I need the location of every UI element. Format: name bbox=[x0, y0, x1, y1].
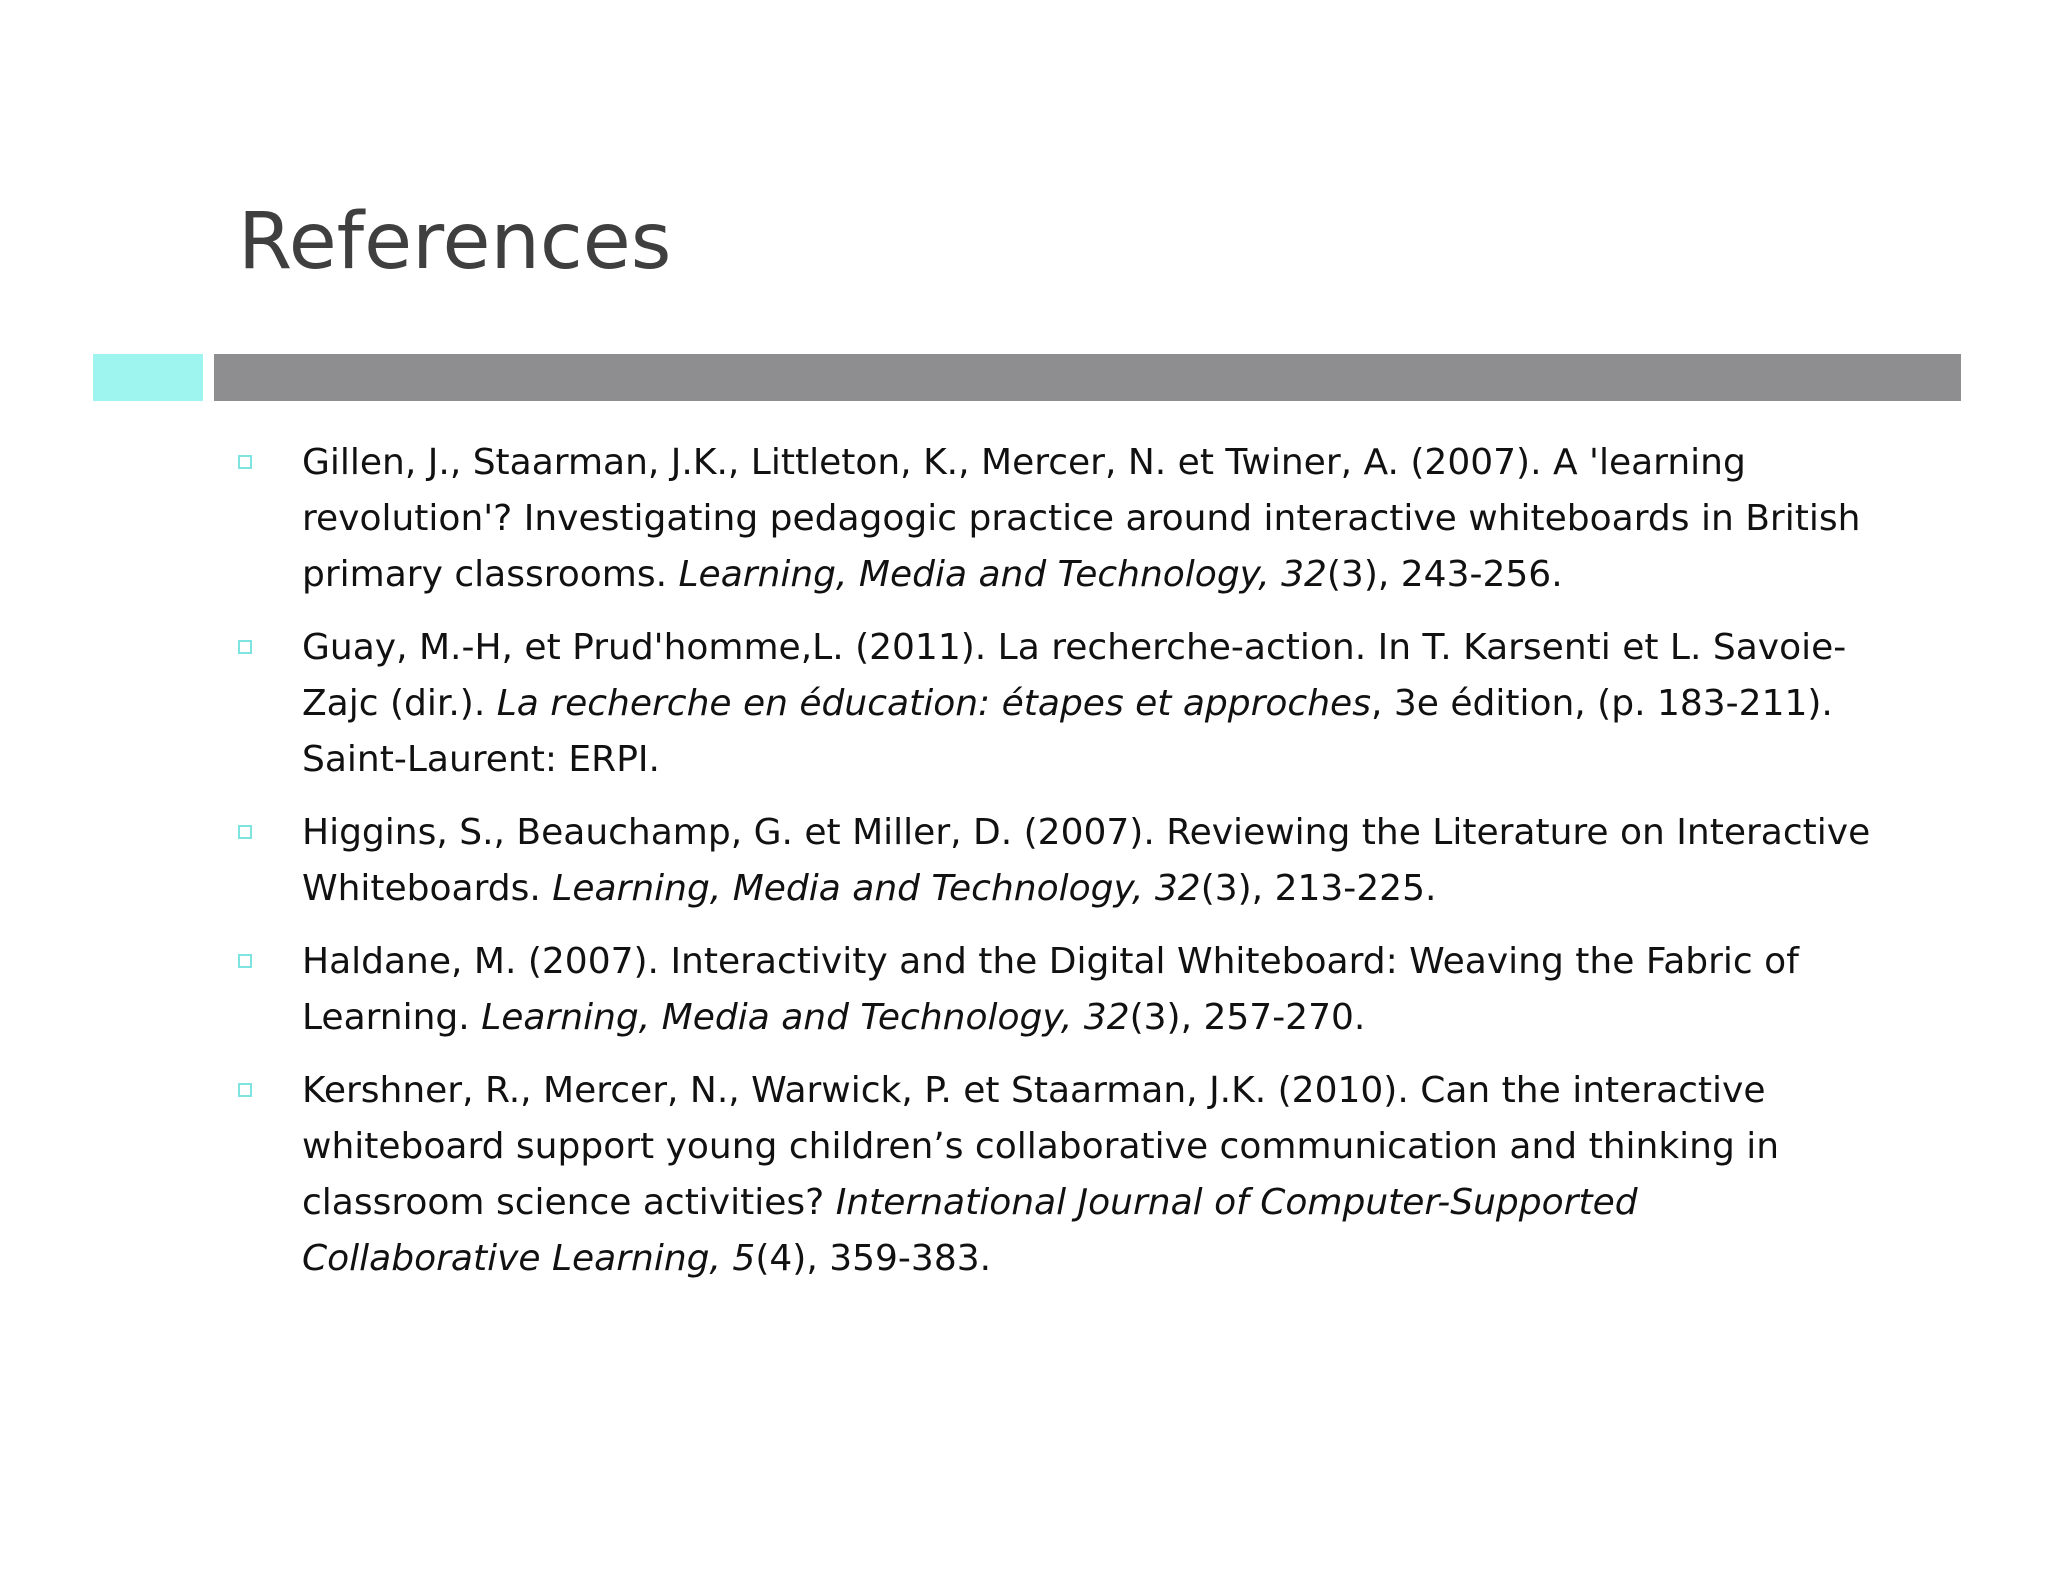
accent-block bbox=[93, 354, 203, 401]
reference-pages: (4), 359-383. bbox=[755, 1238, 992, 1279]
hollow-square-icon bbox=[238, 455, 252, 469]
reference-text: Higgins, S., Beauchamp, G. et Miller, D. (2007). Reviewing the Literature on Interactive Whiteboards. bbox=[302, 812, 1871, 909]
reference-item bbox=[238, 805, 1878, 917]
reference-item bbox=[238, 620, 1878, 788]
reference-source: Learning, Media and Technology, 32 bbox=[678, 554, 1327, 595]
reference-text: Haldane, M. (2007). Interactivity and the Digital Whiteboard: Weaving the Fabric of Learning. bbox=[302, 941, 1799, 1038]
reference-pages: (3), 257-270. bbox=[1129, 997, 1366, 1038]
reference-source: International Journal of Computer-Supported Collaborative Learning, 5 bbox=[302, 1182, 1638, 1279]
hollow-square-icon bbox=[238, 825, 252, 839]
reference-text: Kershner, R., Mercer, N., Warwick, P. et Staarman, J.K. (2010). Can the interactive whiteboard support young children’s collaborative communication and thinking in classroom science activities? bbox=[302, 1070, 1780, 1223]
hollow-square-icon bbox=[238, 640, 252, 654]
reference-pages: (3), 243-256. bbox=[1326, 554, 1563, 595]
reference-list bbox=[238, 435, 1878, 1304]
reference-source: Learning, Media and Technology, 32 bbox=[552, 868, 1201, 909]
reference-item bbox=[238, 1063, 1878, 1287]
reference-item bbox=[238, 934, 1878, 1046]
hollow-square-icon bbox=[238, 1083, 252, 1097]
reference-item bbox=[238, 435, 1878, 603]
reference-source: Learning, Media and Technology, 32 bbox=[481, 997, 1130, 1038]
reference-source: La recherche en éducation: étapes et approches bbox=[496, 683, 1371, 724]
reference-text: Guay, M.-H, et Prud'homme,L. (2011). La recherche-action. In T. Karsenti et L. Savoie-Zajc (dir.). bbox=[302, 627, 1847, 724]
reference-pages: , 3e édition, (p. 183-211). Saint-Laurent: ERPI. bbox=[302, 683, 1833, 780]
title-underline-bar bbox=[214, 354, 1961, 401]
reference-text: Gillen, J., Staarman, J.K., Littleton, K., Mercer, N. et Twiner, A. (2007). A 'learning revolution'? Investigating pedagogic practice around interactive whiteboards in British primary classrooms. bbox=[302, 442, 1861, 595]
reference-pages: (3), 213-225. bbox=[1200, 868, 1437, 909]
slide-title: References bbox=[238, 197, 672, 287]
hollow-square-icon bbox=[238, 954, 252, 968]
